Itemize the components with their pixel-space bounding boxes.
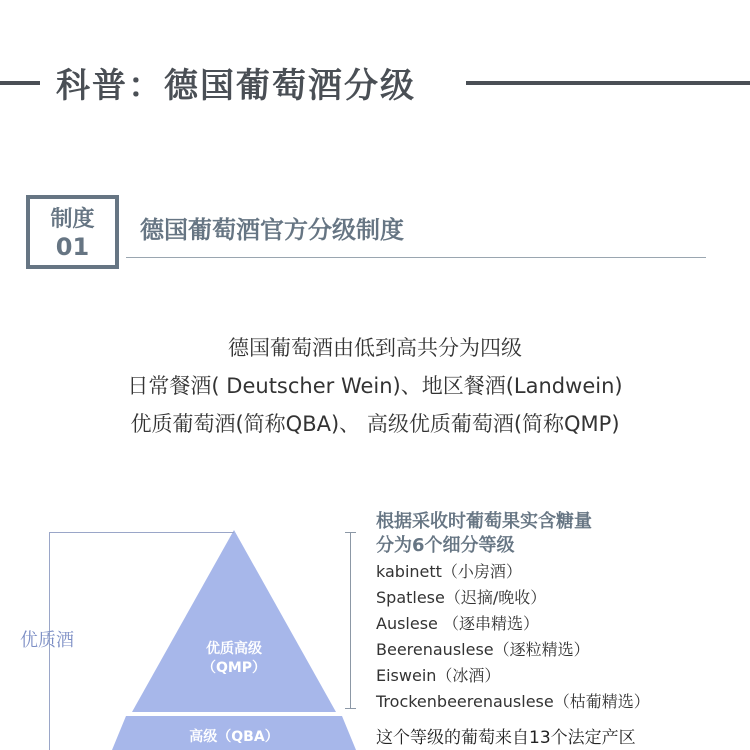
intro-line-2: 日常餐酒( Deutscher Wein)、地区餐酒(Landwein) [127,374,623,398]
intro-line-1: 德国葡萄酒由低到高共分为四级 [228,336,522,360]
grades-heading-2: 分为6个细分等级 [376,535,515,556]
grade-item: Beerenauslese（逐粒精选） [376,640,590,659]
quality-wine-label: 优质酒 [20,630,74,651]
qba-description: 这个等级的葡萄来自13个法定产区 [376,728,636,748]
grades-bracket-bottom [345,708,356,709]
badge-label: 制度 [50,207,95,232]
qba-label: 高级（QBA） [189,729,279,745]
grades-heading-1: 根据采收时葡萄果实含糖量 [376,511,592,532]
section-badge [26,195,119,269]
section-title: 德国葡萄酒官方分级制度 [140,216,404,244]
qmp-label-1: 优质高级 [206,641,262,657]
title-rule-right [466,81,750,85]
grade-item: Trockenbeerenauslese（枯葡精选） [376,692,650,711]
grades-bracket-side [350,532,351,709]
intro-line-3: 优质葡萄酒(简称QBA)、 高级优质葡萄酒(简称QMP) [130,412,620,436]
pyramid-top-qmp [132,530,336,712]
qmp-label-2: （QMP） [201,660,267,676]
quality-bracket-top [49,532,234,533]
grade-item: Eiswein（冰酒） [376,666,501,685]
grade-item: kabinett（小房酒） [376,562,522,581]
section-underline [126,257,706,258]
badge-number: 01 [55,233,90,261]
grade-item: Auslese （逐串精选） [376,614,539,633]
grade-item: Spatlese（迟摘/晚收） [376,588,547,607]
title-rule-left [0,81,40,85]
page-title: 科普：德国葡萄酒分级 [56,66,416,106]
